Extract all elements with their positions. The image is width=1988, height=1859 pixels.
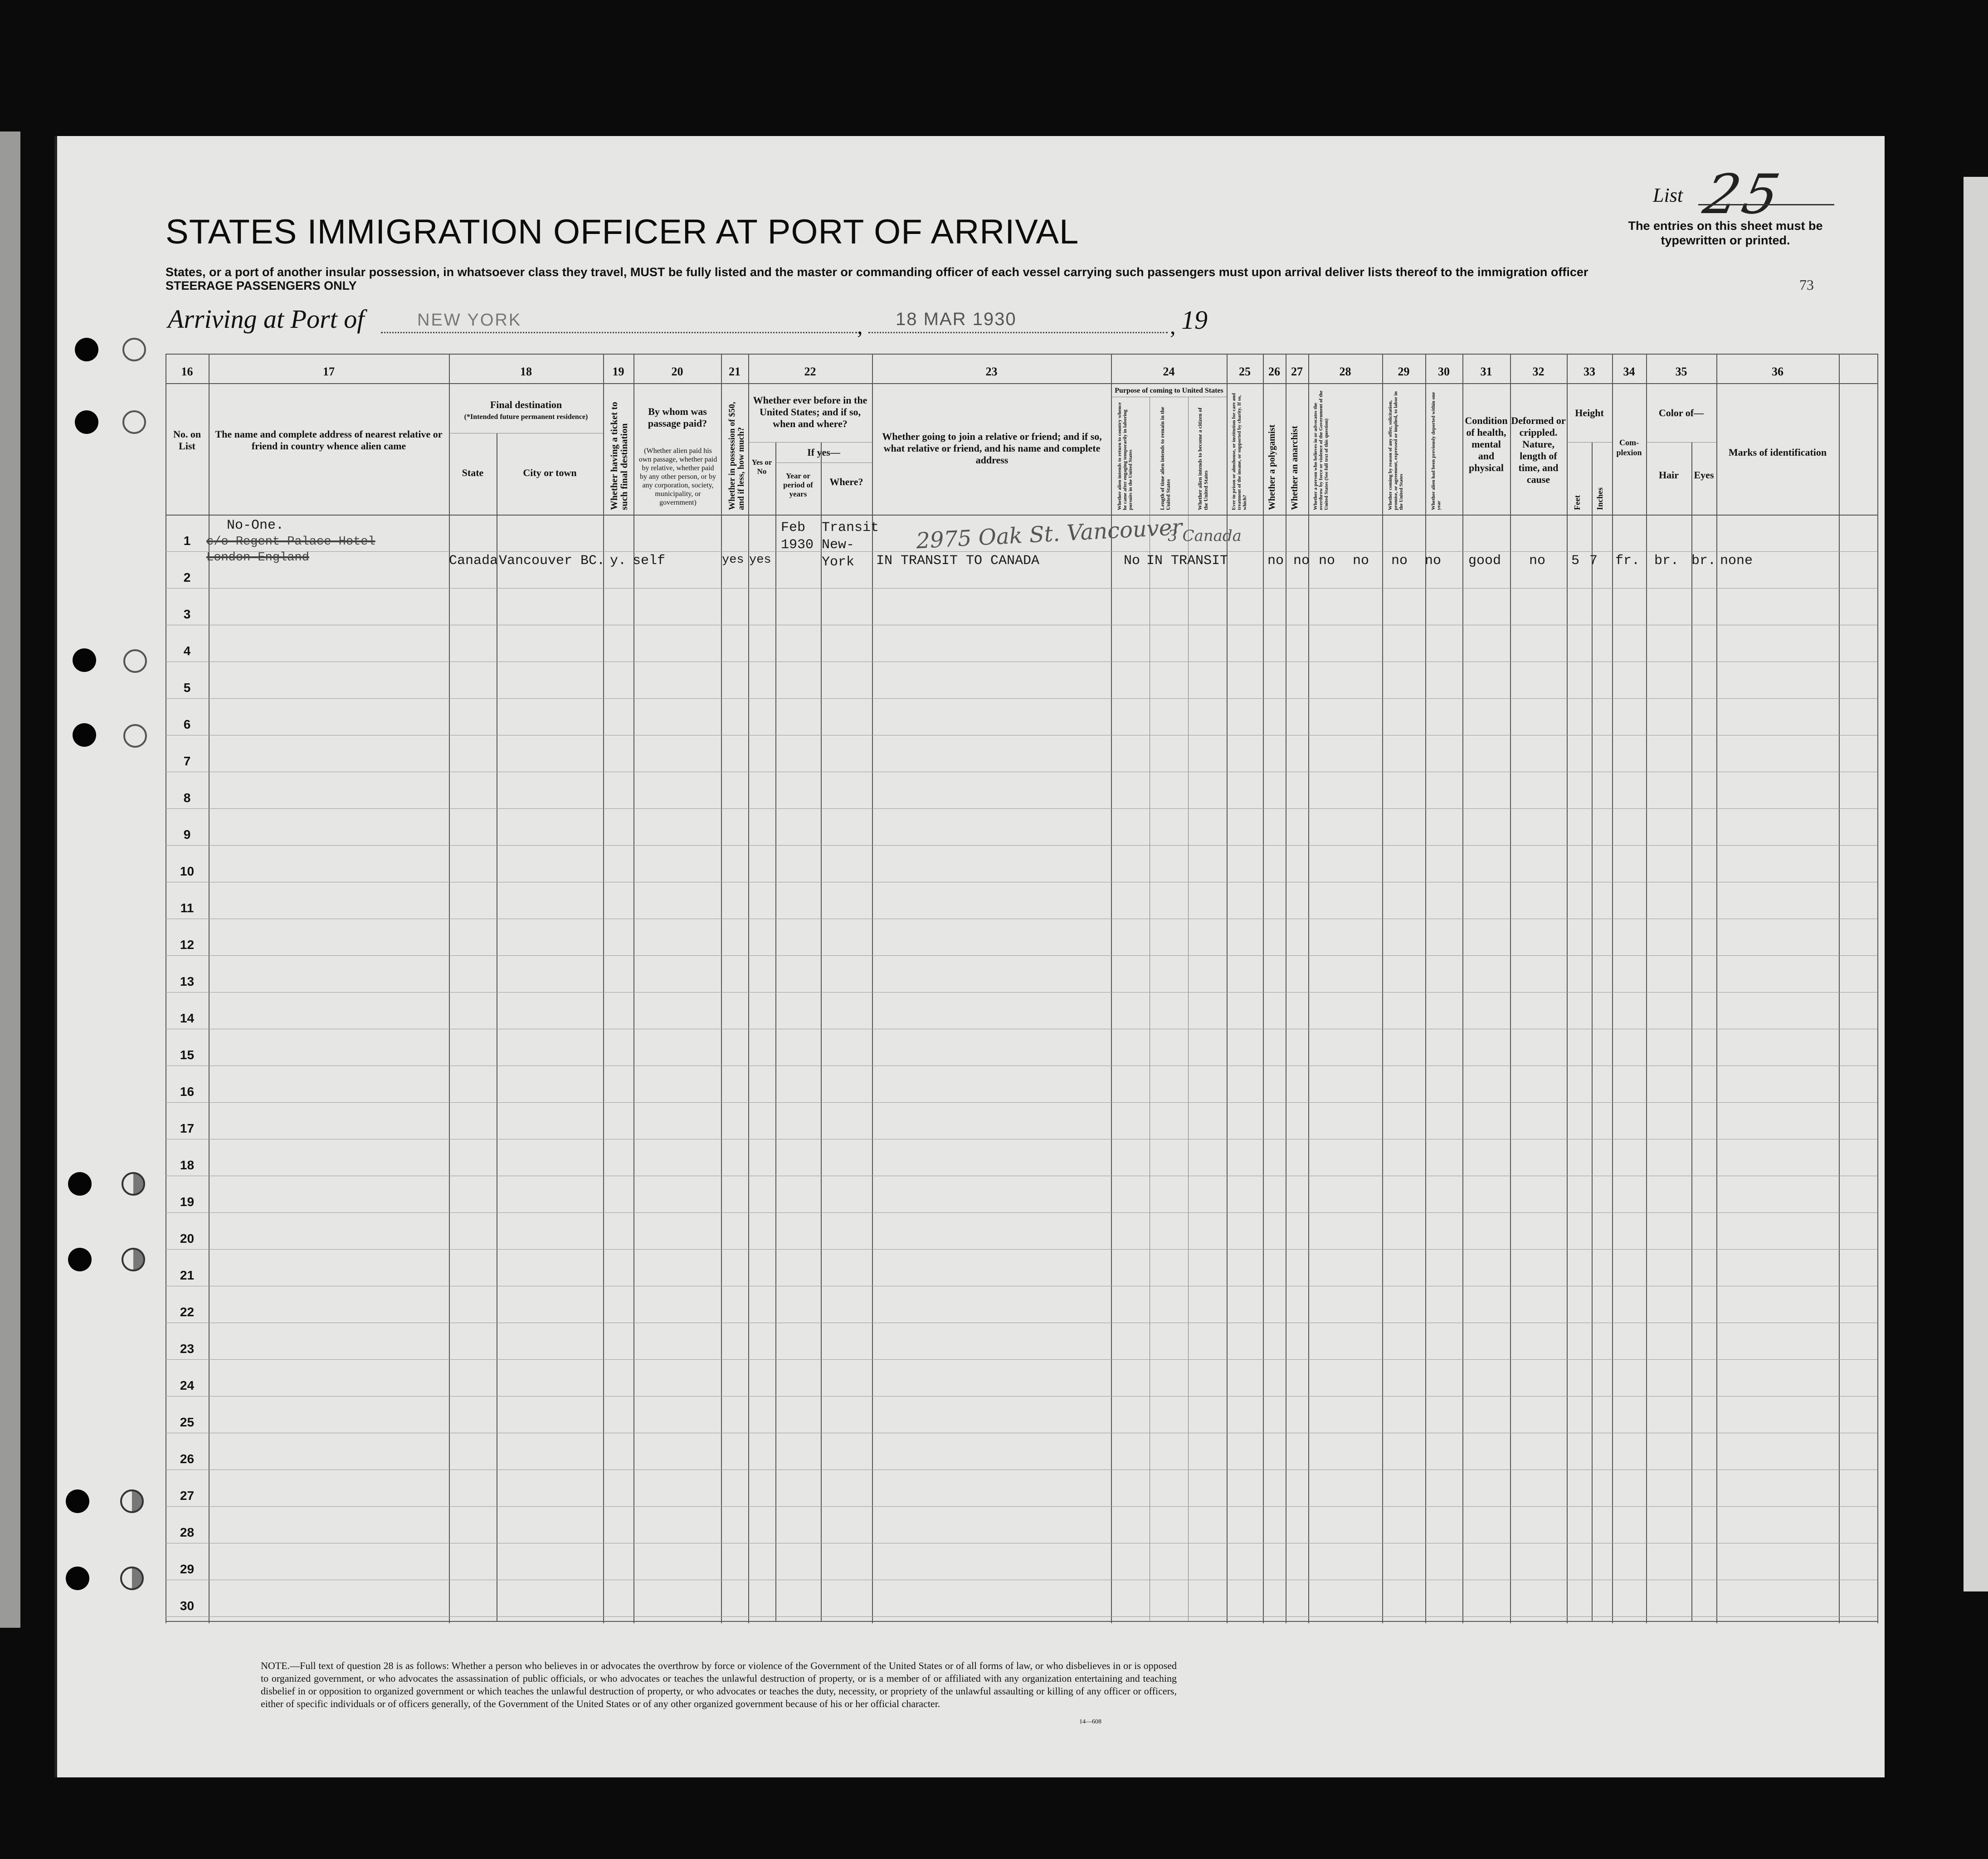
punch-hole bbox=[75, 338, 98, 361]
header-q30: Whether alien had been previously deported within one year bbox=[1431, 392, 1442, 510]
header-passage-paid-note: (Whether alien paid his own passage, whether paid by relative, whether paid by any other person, or by any corporation, society, municipality, or government) bbox=[638, 447, 717, 506]
relative-no-one: No-One. bbox=[227, 518, 284, 533]
cell-hair: br. bbox=[1654, 553, 1679, 569]
row-number: 15 bbox=[180, 1048, 195, 1062]
header-if-yes: If yes— bbox=[807, 447, 840, 458]
cell-q28: no bbox=[1353, 553, 1369, 569]
colnum: 20 bbox=[671, 365, 683, 378]
punch-hole bbox=[68, 1172, 92, 1196]
header-no-on-list: No. on List bbox=[173, 428, 201, 452]
header-ever-before: Whether ever before in the United States; and if so, when and where? bbox=[753, 394, 867, 429]
colnum: 28 bbox=[1339, 365, 1351, 378]
adjacent-page-left-edge bbox=[0, 131, 20, 1628]
comma: , bbox=[1170, 313, 1176, 339]
form-instruction-steerage: STEERAGE PASSENGERS ONLY bbox=[166, 279, 357, 292]
comma: , bbox=[857, 313, 863, 339]
punch-hole bbox=[75, 410, 98, 434]
header-hair: Hair bbox=[1659, 469, 1679, 481]
footer-note: NOTE.—Full text of question 28 is as follows: Whether a person who believes in or advocates the overthrow by force or violence of the Government of the United States or of all forms of law, or who disbelieves in or is opposed to organized government, or who advocates the assassination of public officials, or who advocates or teaches the unlawful destruction of property, or is a member of or affiliated with any organization entertaining and teaching disbelief in or opposition to organized government or which teaches the unlawful destruction of property, or who advocates or teaches the duty, necessity, or propriety of the unlawful assaulting or killing of any officer or officers, either of specific individuals or of officers generally, of the Government of the United States or of any other organized government because of his or her official character. bbox=[261, 1660, 1177, 1709]
row-number: 4 bbox=[183, 644, 191, 658]
row-number: 23 bbox=[180, 1342, 195, 1356]
header-feet: Feet bbox=[1573, 495, 1582, 510]
table-bottom-line bbox=[166, 1621, 1877, 1622]
colnum: 33 bbox=[1584, 365, 1595, 378]
header-complexion: Com-plexion bbox=[1616, 438, 1642, 457]
row-number: 25 bbox=[180, 1415, 195, 1429]
punch-hole-ring bbox=[122, 338, 146, 361]
header-marks: Marks of identification bbox=[1728, 447, 1827, 458]
row-number: 10 bbox=[180, 864, 195, 878]
adjacent-page-right-edge bbox=[1964, 177, 1988, 1591]
colnum: 18 bbox=[520, 365, 532, 378]
colnum: 34 bbox=[1623, 365, 1635, 378]
row-number: 9 bbox=[183, 827, 191, 842]
form-code: 14—608 bbox=[1079, 1718, 1101, 1725]
date-line bbox=[868, 332, 1168, 333]
header-passage-paid: By whom was passage paid? bbox=[648, 406, 707, 429]
cell-complexion: fr. bbox=[1615, 553, 1640, 569]
header-q29: Whether coming by reason of any offer, solicitation, promise, or agreement, expressed or implied, to labor in the United States bbox=[1388, 391, 1404, 510]
colnum: 32 bbox=[1532, 365, 1545, 378]
arriving-label: Arriving at Port of bbox=[168, 304, 365, 334]
punch-hole bbox=[68, 1248, 92, 1271]
colnum: 17 bbox=[323, 365, 335, 378]
arrival-date-stamp: 18 MAR 1930 bbox=[896, 309, 1017, 329]
cell-q30: no bbox=[1425, 553, 1442, 569]
row-number: 13 bbox=[180, 974, 195, 988]
cell-purpose-return: No bbox=[1124, 553, 1140, 569]
cell-year: Feb 1930 bbox=[781, 520, 814, 553]
cell-ever-before: yes bbox=[749, 553, 771, 567]
row-number: 26 bbox=[180, 1452, 195, 1466]
list-underline bbox=[1698, 204, 1834, 205]
row-line bbox=[166, 1249, 1877, 1250]
cell-q27: no bbox=[1319, 553, 1335, 569]
header-purpose-citizen: Whether alien intends to become a citizen of the United States bbox=[1197, 407, 1209, 510]
row-line bbox=[166, 551, 1877, 552]
punch-hole bbox=[66, 1567, 89, 1590]
header-year-or-period: Year or period of years bbox=[783, 472, 813, 498]
row-line bbox=[166, 1396, 1877, 1397]
row-number: 30 bbox=[180, 1599, 195, 1613]
cell-city: Vancouver BC. bbox=[499, 553, 605, 569]
colnum-line bbox=[166, 383, 1877, 384]
row-line bbox=[166, 1616, 1877, 1617]
punch-hole bbox=[66, 1489, 89, 1513]
cell-passage: self bbox=[633, 553, 666, 569]
row-number: 2 bbox=[183, 570, 191, 584]
header-final-destination: Final destination bbox=[490, 399, 562, 410]
row-number: 6 bbox=[183, 717, 191, 731]
cell-join-relative: IN TRANSIT TO CANADA bbox=[876, 553, 1040, 569]
row-line bbox=[166, 1212, 1877, 1213]
header-health: Condition of health, mental and physical bbox=[1465, 415, 1508, 473]
relative-struck-address: c/o Regent Palace Hotel bbox=[206, 535, 375, 549]
colnum: 16 bbox=[181, 365, 193, 378]
header-bottom-line bbox=[166, 515, 1877, 516]
punch-hole-ring bbox=[123, 649, 147, 673]
list-label: List bbox=[1653, 184, 1683, 206]
page-code: 73 bbox=[1799, 277, 1814, 293]
header-city: City or town bbox=[523, 467, 577, 478]
punch-hole-ring bbox=[122, 410, 146, 434]
sheet-note: The entries on this sheet must be typewritten or printed. bbox=[1628, 219, 1823, 247]
row-line bbox=[166, 845, 1877, 846]
cell-q26: no bbox=[1293, 553, 1310, 569]
punch-hole bbox=[73, 648, 96, 672]
row-number: 17 bbox=[180, 1121, 195, 1135]
row-number: 22 bbox=[180, 1305, 195, 1319]
header-nearest-relative: The name and complete address of nearest relative or friend in country whence alien came bbox=[215, 428, 443, 452]
header-polygamist: Whether a polygamist bbox=[1267, 424, 1277, 510]
punch-hole bbox=[73, 723, 96, 747]
row-line bbox=[166, 588, 1877, 589]
row-number: 27 bbox=[180, 1489, 195, 1503]
header-anarchist: Whether an anarchist bbox=[1290, 426, 1300, 510]
header-inches: Inches bbox=[1595, 487, 1604, 510]
cell-purpose-length: IN TRANSIT bbox=[1146, 553, 1228, 569]
cell-possession: yes bbox=[722, 553, 744, 567]
cell-feet: 5 bbox=[1571, 553, 1580, 569]
cell-health: good bbox=[1468, 553, 1501, 569]
row-number: 29 bbox=[180, 1562, 195, 1576]
colnum: 25 bbox=[1239, 365, 1251, 378]
header-eyes: Eyes bbox=[1694, 469, 1714, 481]
row-line bbox=[166, 1102, 1877, 1103]
header-prison: Ever in prison or almshouse, or institution for care and treatment of the insane, or supported by charity. If so, which? bbox=[1231, 393, 1247, 510]
form-title: STATES IMMIGRATION OFFICER AT PORT OF ARRIVAL bbox=[166, 213, 1079, 251]
row-line bbox=[166, 808, 1877, 809]
row-number: 7 bbox=[183, 754, 191, 768]
header-state: State bbox=[462, 467, 484, 478]
header-q28: Whether a person who believes in or advocates the overthrow by force or violence of the Government of the United States (See full text of this question) bbox=[1313, 390, 1329, 510]
colnum: 21 bbox=[729, 365, 741, 378]
colnum: 22 bbox=[804, 365, 816, 378]
row-line bbox=[166, 992, 1877, 993]
row-number: 11 bbox=[180, 901, 194, 915]
list-number: 25 bbox=[1698, 163, 1788, 226]
row-line bbox=[166, 955, 1877, 956]
colnum: 35 bbox=[1675, 365, 1687, 378]
colnum: 29 bbox=[1398, 365, 1410, 378]
row-number: 3 bbox=[183, 607, 191, 621]
row-number: 24 bbox=[180, 1378, 195, 1392]
header-possession-50: Whether in possession of $50, and if less, how much? bbox=[727, 402, 746, 510]
row-line bbox=[166, 698, 1877, 699]
form-instruction: States, or a port of another insular possession, in whatsoever class they travel, MUST be fully listed and the master or commanding officer of each vessel carrying such passengers must upon arrival deliver lists thereof to the immigration officer bbox=[166, 265, 1588, 279]
row-number: 19 bbox=[180, 1195, 195, 1209]
port-value: NEW YORK bbox=[417, 311, 522, 330]
header-color-of: Color of— bbox=[1658, 407, 1704, 419]
punch-hole-ring bbox=[120, 1489, 144, 1513]
cell-ticket: y. bbox=[610, 553, 627, 569]
table-top-line bbox=[166, 354, 1877, 355]
punch-hole-ring bbox=[122, 1172, 145, 1196]
header-height: Height bbox=[1575, 407, 1604, 419]
colnum: 19 bbox=[612, 365, 624, 378]
port-line bbox=[381, 332, 857, 333]
header-yes-or-no: Yes or No bbox=[751, 458, 772, 476]
cell-marks: none bbox=[1720, 553, 1753, 569]
header-final-destination-note: (*Intended future permanent residence) bbox=[464, 413, 588, 421]
cell-deformed: no bbox=[1529, 553, 1546, 569]
row-number: 28 bbox=[180, 1525, 195, 1539]
colnum: 26 bbox=[1268, 365, 1280, 378]
row-number: 21 bbox=[180, 1268, 195, 1282]
row-number: 20 bbox=[180, 1231, 195, 1246]
century-label: 19 bbox=[1181, 305, 1208, 335]
colnum: 31 bbox=[1480, 365, 1492, 378]
cell-q29: no bbox=[1391, 553, 1408, 569]
row-number: 16 bbox=[180, 1085, 195, 1099]
colnum: 24 bbox=[1163, 365, 1175, 378]
colnum: 36 bbox=[1772, 365, 1783, 378]
row-number: 12 bbox=[180, 938, 195, 952]
header-deformed: Deformed or crippled. Nature, length of time, and cause bbox=[1511, 415, 1566, 485]
row-number: 14 bbox=[180, 1011, 195, 1025]
punch-hole-ring bbox=[122, 1248, 145, 1271]
row-line bbox=[166, 1359, 1877, 1360]
punch-hole-ring bbox=[120, 1567, 144, 1590]
row-number: 8 bbox=[183, 791, 191, 805]
cell-q25: no bbox=[1267, 553, 1284, 569]
header-purpose-return: Whether alien intends to return to country whence he came after engaging temporarily in laboring pursuits in the United States bbox=[1117, 402, 1133, 510]
colnum: 23 bbox=[985, 365, 998, 378]
row-line bbox=[166, 1506, 1877, 1507]
relative-struck-city: London England bbox=[206, 551, 309, 565]
cell-state: Canada bbox=[449, 553, 498, 569]
header-ticket: Whether having a ticket to such final destination bbox=[609, 402, 629, 510]
row-number: 1 bbox=[183, 534, 191, 548]
header-join-relative: Whether going to join a relative or friend; and if so, what relative or friend, and his name and complete address bbox=[882, 431, 1102, 466]
cell-eyes: br. bbox=[1691, 553, 1716, 569]
header-where: Where? bbox=[829, 476, 863, 487]
cell-inches: 7 bbox=[1589, 553, 1598, 569]
row-number: 5 bbox=[183, 681, 191, 695]
cell-where: Transit New-York bbox=[822, 520, 879, 570]
handwritten-purpose: 3 Canada bbox=[1168, 527, 1242, 545]
colnum: 30 bbox=[1438, 365, 1450, 378]
punch-hole-ring bbox=[123, 724, 147, 748]
handwritten-address: 2975 Oak St. Vancouver bbox=[915, 514, 1183, 554]
header-purpose: Purpose of coming to United States bbox=[1115, 387, 1223, 394]
row-number: 18 bbox=[180, 1158, 195, 1172]
header-purpose-length: Length of time alien intends to remain in the United States bbox=[1159, 407, 1171, 510]
colnum: 27 bbox=[1291, 365, 1303, 378]
